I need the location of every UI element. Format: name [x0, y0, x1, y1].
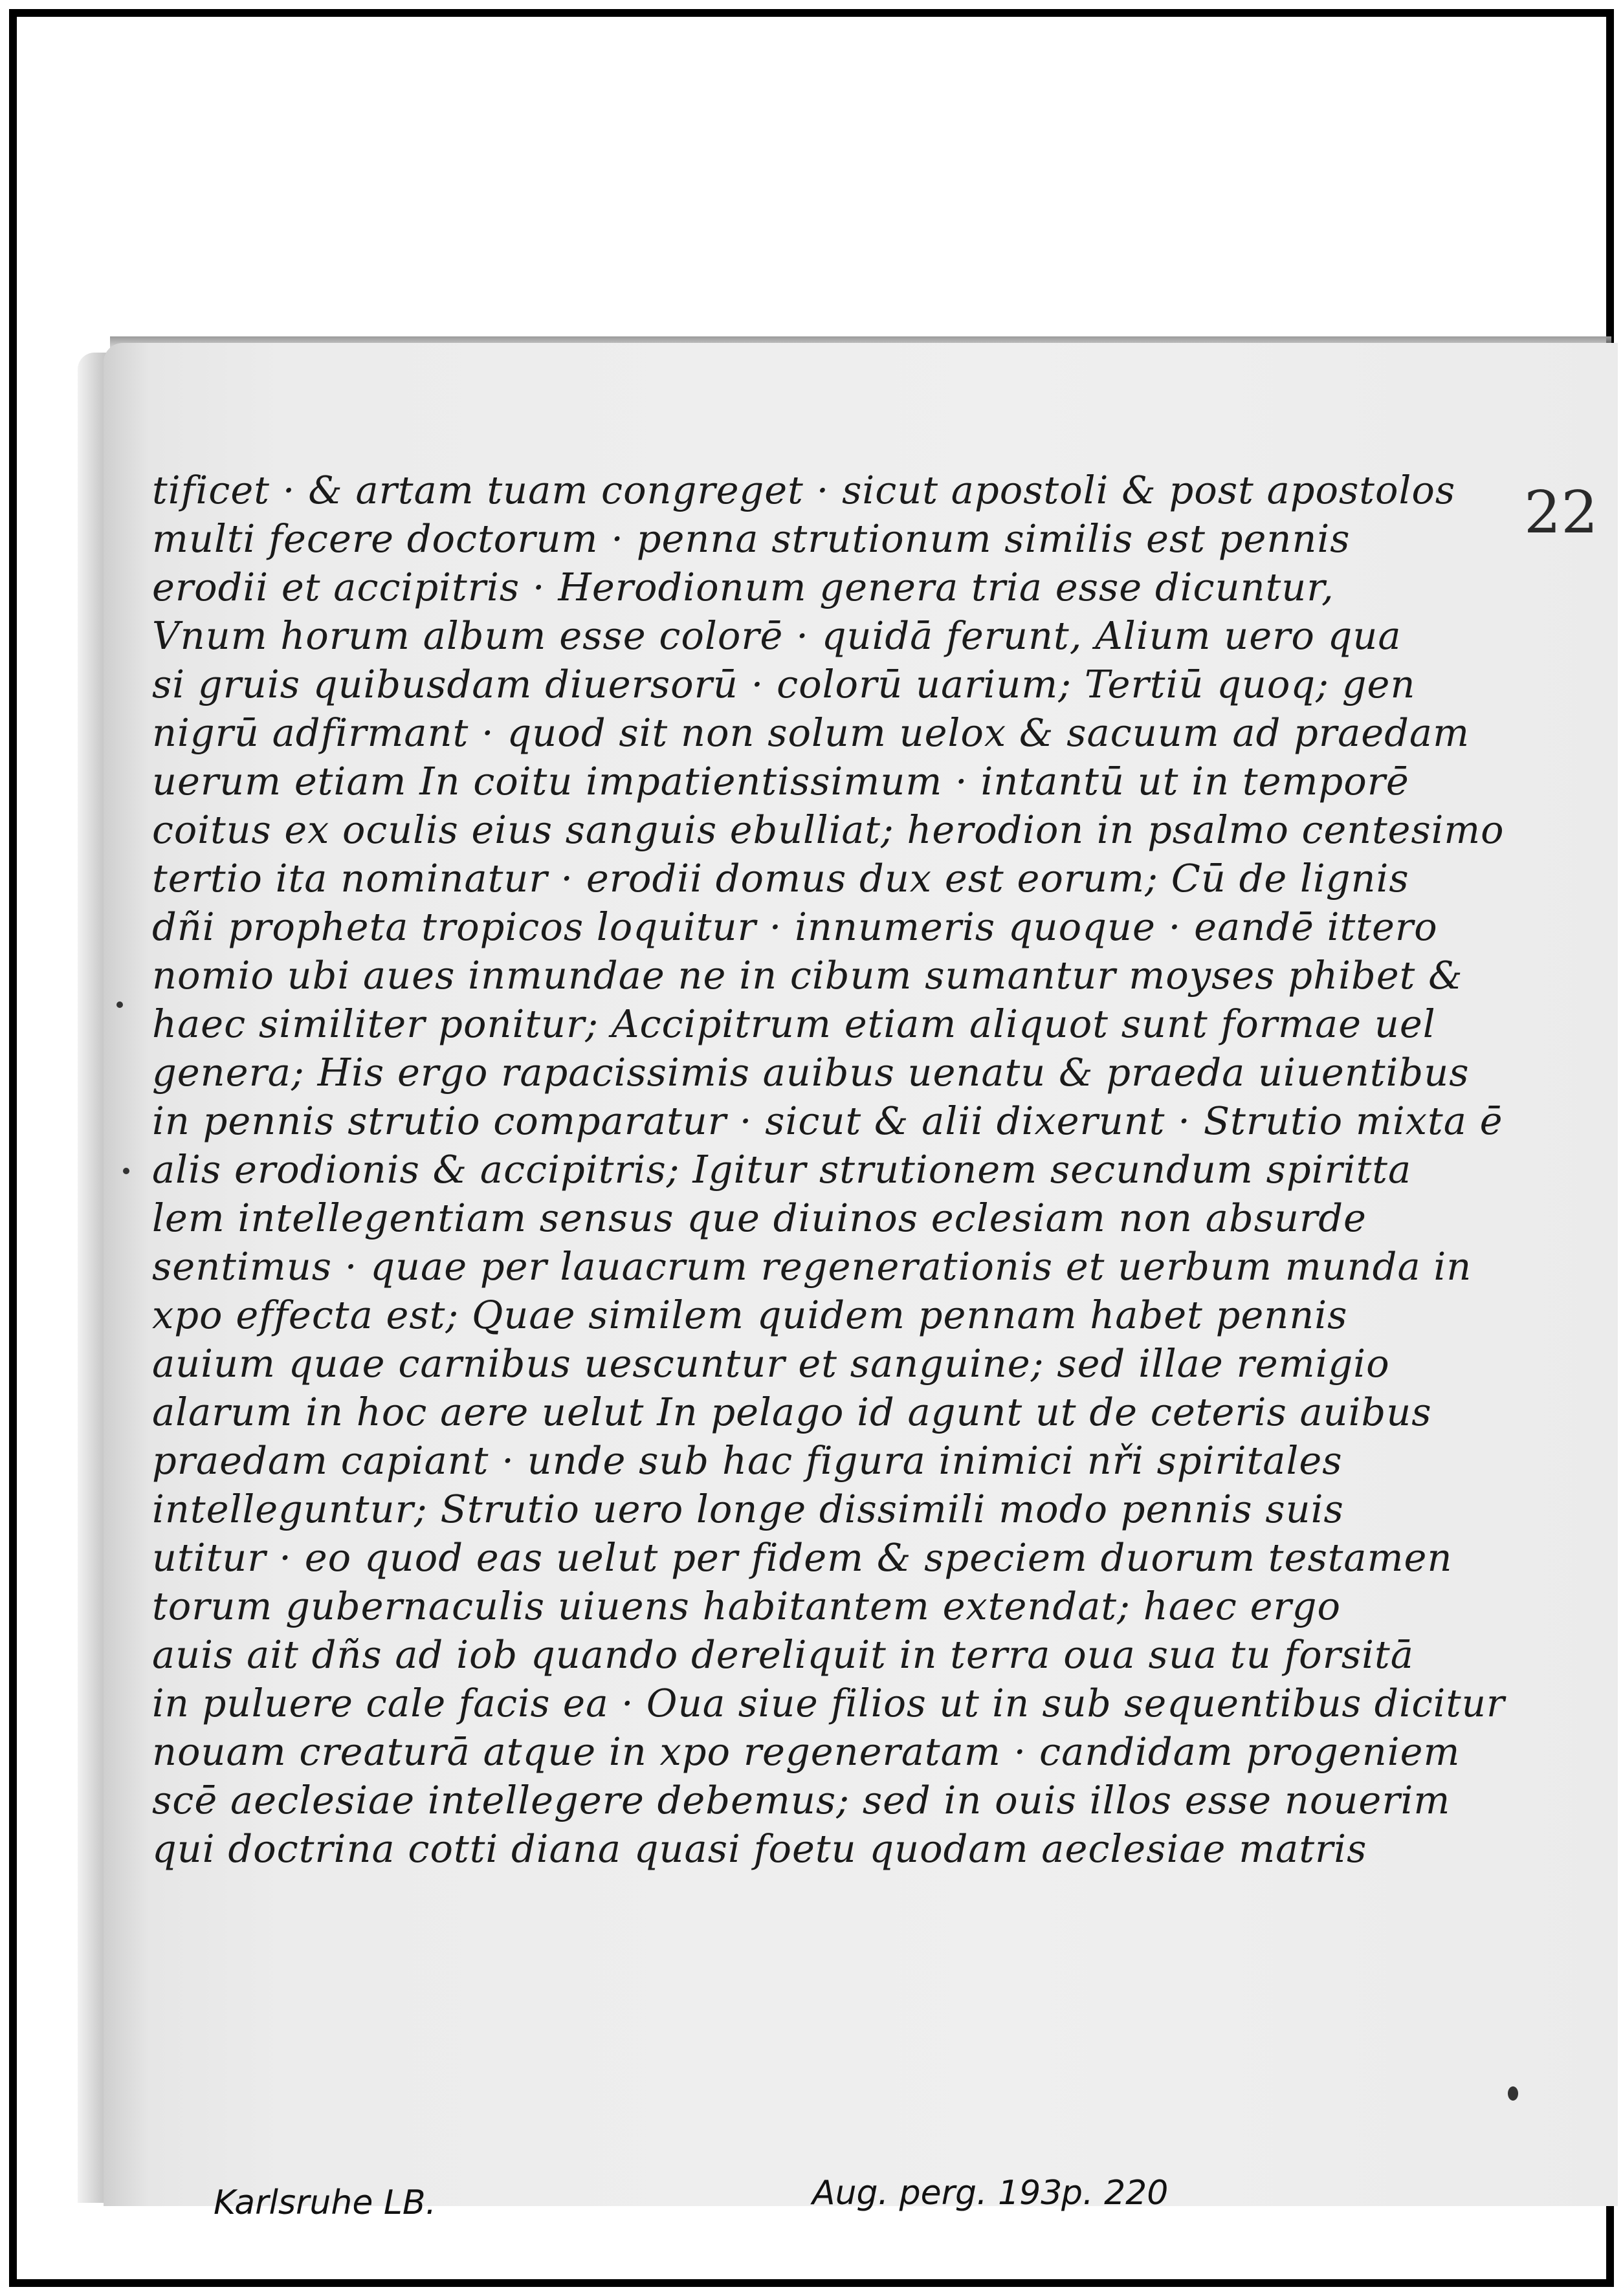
text-line: tertio ita nominatur · erodii domus dux est eorum; Cū de lignis: [152, 856, 1409, 901]
text-line: praedam capiant · unde sub hac figura inimici nři spiritales: [152, 1438, 1343, 1483]
folio-number: 22: [1524, 479, 1598, 547]
text-line: auium quae carnibus uescuntur et sanguine; sed illae remigio: [152, 1341, 1390, 1386]
text-line: in puluere cale facis ea · Oua siue filios ut in sub sequentibus dicitur: [152, 1681, 1505, 1725]
manuscript-text: [152, 466, 1505, 1873]
library-annotation: Karlsruhe LB.: [214, 2183, 437, 2222]
shelfmark-annotation: Aug. perg. 193: [812, 2174, 1063, 2213]
text-line: alis erodionis & accipitris; Igitur strutionem secundum spiritta: [152, 1147, 1412, 1192]
text-line: coitus ex oculis eius sanguis ebulliat; herodion in psalmo centesimo: [152, 807, 1505, 852]
text-line: intelleguntur; Strutio uero longe dissimili modo pennis suis: [152, 1487, 1344, 1531]
text-line: nouam creaturā atque in xpo regeneratam · candidam progeniem: [152, 1729, 1461, 1774]
text-line: xpo effecta est; Quae similem quidem pennam habet pennis: [152, 1293, 1348, 1337]
page-annotation: p. 220: [1061, 2174, 1169, 2213]
text-line: multi fecere doctorum · penna strutionum similis est pennis: [152, 516, 1351, 561]
text-line: lem intellegentiam sensus que diuinos eclesiam non absurde: [152, 1196, 1367, 1240]
ink-dot: [1508, 2086, 1518, 2101]
text-line: Vnum horum album esse colorē · quidā ferunt, Alium uero qua: [152, 613, 1402, 658]
text-line: tificet · & artam tuam congreget · sicut apostoli & post apostolos: [152, 468, 1456, 512]
text-line: utitur · eo quod eas uelut per fidem & speciem duorum testamen: [152, 1535, 1453, 1580]
text-line: dñi propheta tropicos loquitur · innumeris quoque · eandē ittero: [152, 904, 1438, 949]
text-line: torum gubernaculis uiuens habitantem extendat; haec ergo: [152, 1584, 1341, 1628]
text-line: sentimus · quae per lauacrum regenerationis et uerbum munda in: [152, 1244, 1472, 1289]
text-line: uerum etiam In coitu impatientissimum · intantū ut in temporē: [152, 759, 1409, 804]
text-line: qui doctrina cotti diana quasi foetu quodam aeclesiae matris: [152, 1826, 1367, 1871]
text-line: nomio ubi aues inmundae ne in cibum sumantur moyses phibet &: [152, 953, 1463, 998]
ink-dot: [116, 1001, 123, 1008]
text-line: genera; His ergo rapacissimis auibus uenatu & praeda uiuentibus: [152, 1050, 1470, 1095]
text-line: in pennis strutio comparatur · sicut & alii dixerunt · Strutio mixta ē: [152, 1099, 1503, 1143]
ink-dot: [123, 1168, 129, 1174]
text-line: auis ait dñs ad iob quando dereliquit in terra oua sua tu forsitā: [152, 1632, 1414, 1677]
text-line: erodii et accipitris · Herodionum genera tria esse dicuntur,: [152, 565, 1334, 609]
text-line: si gruis quibusdam diuersorū · colorū uarium; Tertiū quoq; gen: [152, 662, 1416, 706]
text-line: haec similiter ponitur; Accipitrum etiam aliquot sunt formae uel: [152, 1001, 1436, 1046]
text-line: alarum in hoc aere uelut In pelago id agunt ut de ceteris auibus: [152, 1390, 1432, 1434]
text-line: nigrū adfirmant · quod sit non solum uelox & sacuum ad praedam: [152, 710, 1470, 755]
text-line: scē aeclesiae intellegere debemus; sed in ouis illos esse nouerim: [152, 1778, 1451, 1822]
